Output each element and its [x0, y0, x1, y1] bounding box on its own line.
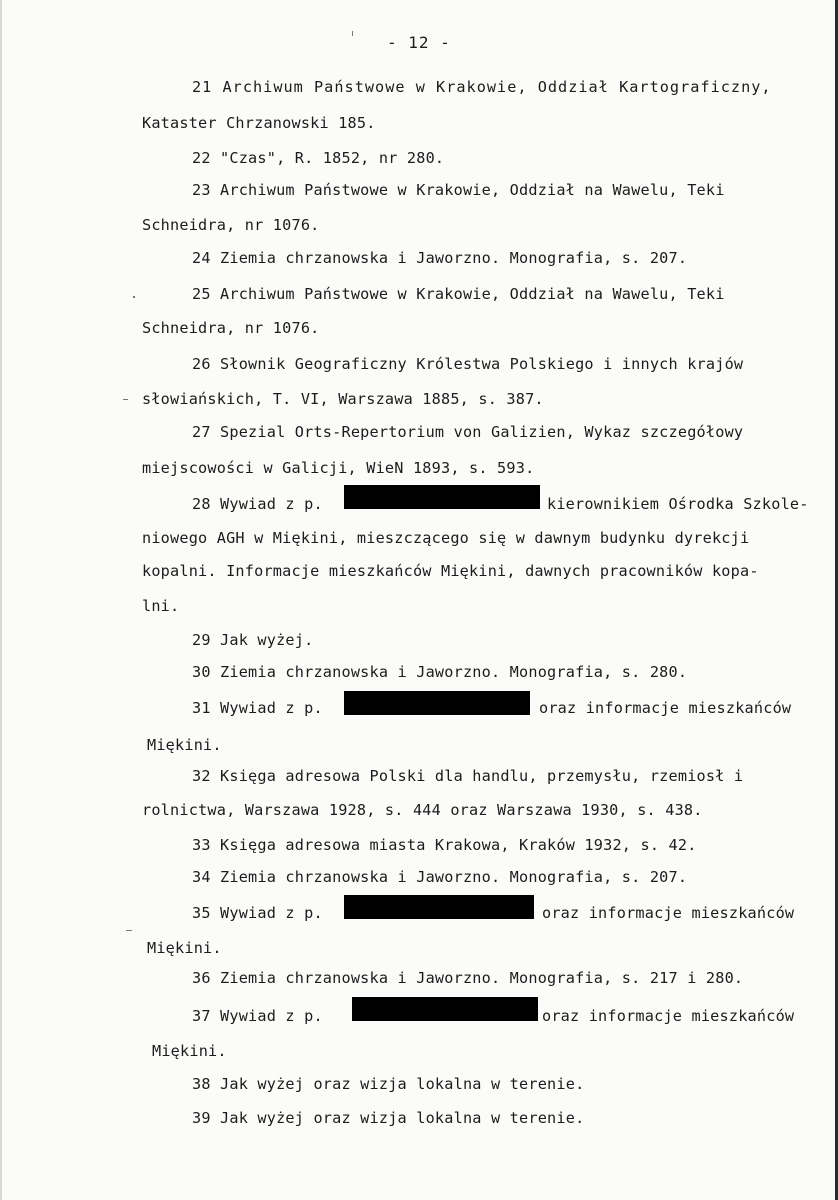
footnote-36: 36 Ziemia chrzanowska i Jaworzno. Monografia, s. 217 i 280. — [192, 969, 744, 987]
footnote-26-line-2: słowiańskich, T. VI, Warszawa 1885, s. 387. — [142, 390, 544, 408]
scan-mark — [126, 930, 132, 931]
footnote-32-line-2: rolnictwa, Warszawa 1928, s. 444 oraz Warszawa 1930, s. 438. — [142, 801, 703, 819]
footnote-28-line-3: kopalni. Informacje mieszkańców Miękini, dawnych pracowników kopa- — [142, 562, 759, 580]
redacted-name-35 — [344, 895, 534, 919]
footnote-35-line-2: Miękini. — [147, 939, 222, 957]
footnote-30: 30 Ziemia chrzanowska i Jaworzno. Monografia, s. 280. — [192, 663, 688, 681]
footnote-35-suffix: oraz informacje mieszkańców — [542, 904, 795, 922]
footnote-38: 38 Jak wyżej oraz wizja lokalna w terenie. — [192, 1075, 585, 1093]
footnote-22: 22 "Czas", R. 1852, nr 280. — [192, 149, 445, 167]
footnote-37-line-2: Miękini. — [152, 1042, 227, 1060]
footnote-21-line-1: 21 Archiwum Państwowe w Krakowie, Oddział Kartograficzny, — [192, 78, 772, 96]
footnote-24: 24 Ziemia chrzanowska i Jaworzno. Monografia, s. 207. — [192, 249, 688, 267]
scan-mark — [123, 399, 128, 400]
footnote-34: 34 Ziemia chrzanowska i Jaworzno. Monografia, s. 207. — [192, 868, 688, 886]
footnote-28-suffix: kierownikiem Ośrodka Szkole- — [547, 495, 809, 513]
footnote-31-line-2: Miękini. — [147, 736, 222, 754]
footnote-32-line-1: 32 Księga adresowa Polski dla handlu, przemysłu, rzemiosł i — [192, 767, 744, 785]
footnote-31-prefix: 31 Wywiad z p. — [192, 699, 323, 717]
scan-mark — [352, 31, 353, 36]
scan-mark — [133, 296, 135, 298]
footnote-39: 39 Jak wyżej oraz wizja lokalna w terenie. — [192, 1109, 585, 1127]
footnote-37-suffix: oraz informacje mieszkańców — [542, 1007, 795, 1025]
footnote-23-line-2: Schneidra, nr 1076. — [142, 216, 320, 234]
footnote-33: 33 Księga adresowa miasta Krakowa, Kraków 1932, s. 42. — [192, 836, 697, 854]
footnote-31-suffix: oraz informacje mieszkańców — [539, 699, 792, 717]
redacted-name-31 — [344, 691, 530, 715]
footnote-25-line-2: Schneidra, nr 1076. — [142, 319, 320, 337]
footnote-27-line-1: 27 Spezial Orts-Repertorium von Galizien, Wykaz szczegółowy — [192, 423, 744, 441]
footnote-28-line-4: lni. — [142, 597, 180, 615]
footnote-26-line-1: 26 Słownik Geograficzny Królestwa Polskiego i innych krajów — [192, 355, 744, 373]
footnote-35-prefix: 35 Wywiad z p. — [192, 904, 323, 922]
footnote-37-prefix: 37 Wywiad z p. — [192, 1007, 323, 1025]
footnote-23-line-1: 23 Archiwum Państwowe w Krakowie, Oddział na Wawelu, Teki — [192, 181, 725, 199]
redacted-name-28 — [344, 485, 540, 509]
footnote-29: 29 Jak wyżej. — [192, 631, 314, 649]
footnote-25-line-1: 25 Archiwum Państwowe w Krakowie, Oddział na Wawelu, Teki — [192, 285, 725, 303]
redacted-name-37 — [352, 997, 538, 1021]
page-number: - 12 - — [387, 33, 451, 52]
footnote-28-line-2: niowego AGH w Miękini, mieszczącego się w dawnym budynku dyrekcji — [142, 529, 750, 547]
footnote-27-line-2: miejscowości w Galicji, WieN 1893, s. 593. — [142, 459, 535, 477]
footnote-21-line-2: Kataster Chrzanowski 185. — [142, 114, 376, 132]
footnote-28-prefix: 28 Wywiad z p. — [192, 495, 323, 513]
